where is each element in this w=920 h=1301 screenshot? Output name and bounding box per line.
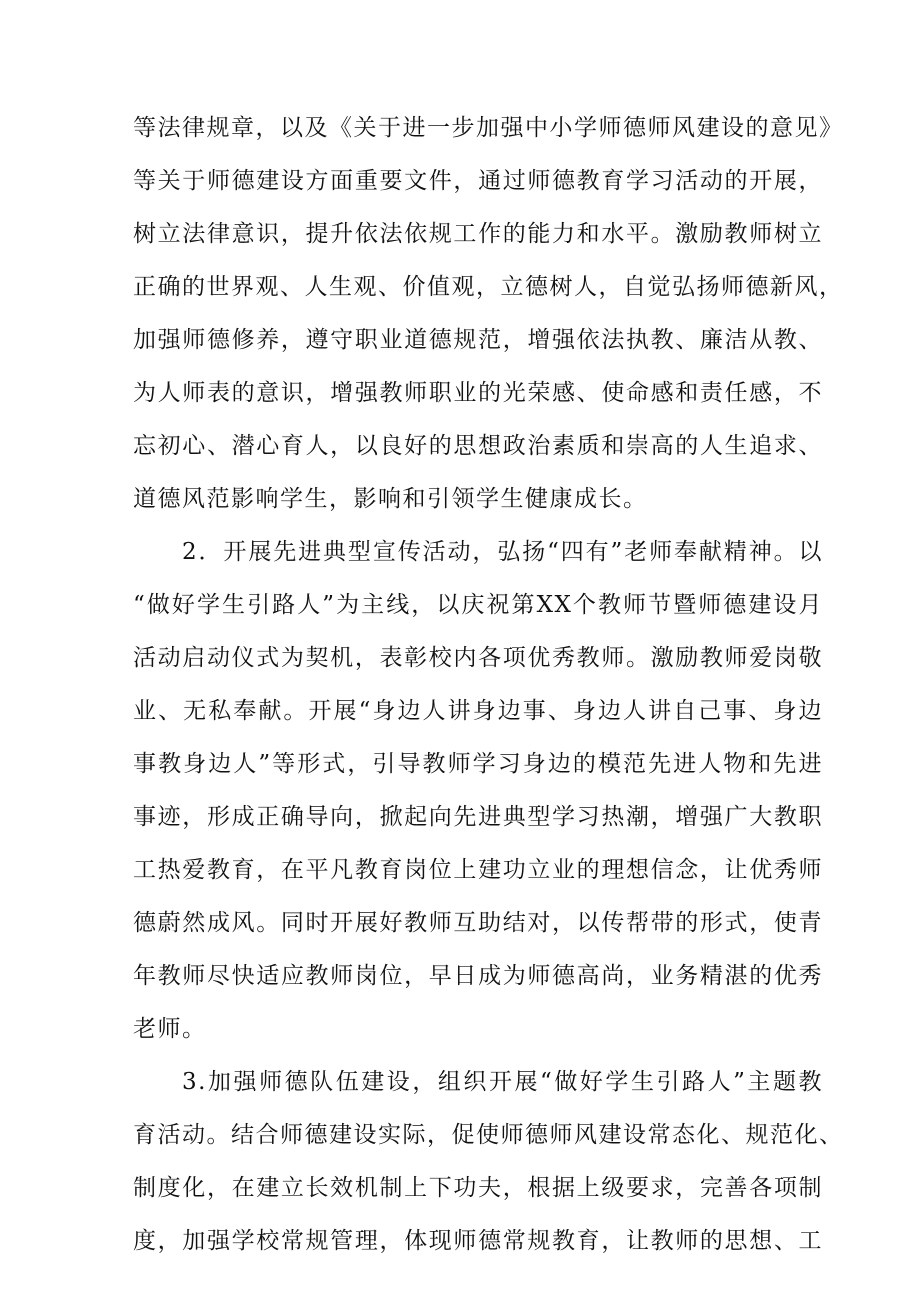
paragraph-2-line-8: 德蔚然成风。同时开展好教师互助结对，以传帮带的形式，使青 [133, 910, 823, 936]
paragraph-3-line-3: 制度化，在建立长效机制上下功夫，根据上级要求，完善各项制 [133, 1175, 823, 1201]
paragraph-2-line-5: 事教身边人”等形式，引导教师学习身边的模范先进人物和先进 [133, 751, 823, 777]
paragraph-1-line-4: 正确的世界观、人生观、价值观，立德树人，自觉弘扬师德新风， [133, 274, 844, 300]
paragraph-2-line-9: 年教师尽快适应教师岗位，早日成为师德高尚，业务精湛的优秀 [133, 963, 823, 989]
paragraph-1-line-3: 树立法律意识，提升依法依规工作的能力和水平。激励教师树立 [133, 221, 823, 247]
paragraph-3-line-2: 育活动。结合师德建设实际，促使师德师风建设常态化、规范化、 [133, 1122, 844, 1148]
paragraph-2-line-1: 2．开展先进典型宣传活动，弘扬“四有”老师奉献精神。以 [182, 539, 823, 565]
paragraph-2-line-4: 业、无私奉献。开展“身边人讲身边事、身边人讲自己事、身边 [133, 698, 823, 724]
paragraph-1-line-5: 加强师德修养，遵守职业道德规范，增强依法执教、廉洁从教、 [133, 327, 823, 353]
paragraph-2-line-3: 活动启动仪式为契机，表彰校内各项优秀教师。激励教师爱岗敬 [133, 645, 823, 671]
paragraph-2-line-7: 工热爱教育，在平凡教育岗位上建功立业的理想信念，让优秀师 [133, 857, 823, 883]
paragraph-3-line-1: 3.加强师德队伍建设，组织开展“做好学生引路人”主题教 [182, 1069, 823, 1095]
paragraph-2-line-10: 老师。 [133, 1016, 207, 1042]
paragraph-1-line-1: 等法律规章，以及《关于进一步加强中小学师德师风建设的意见》 [133, 115, 844, 141]
paragraph-1-line-7: 忘初心、潜心育人，以良好的思想政治素质和崇高的人生追求、 [133, 433, 823, 459]
paragraph-1-line-2: 等关于师德建设方面重要文件，通过师德教育学习活动的开展， [133, 168, 823, 194]
paragraph-2-line-6: 事迹，形成正确导向，掀起向先进典型学习热潮，增强广大教职 [133, 804, 823, 830]
paragraph-1-line-8: 道德风范影响学生，影响和引领学生健康成长。 [133, 486, 648, 512]
paragraph-1-line-6: 为人师表的意识，增强教师职业的光荣感、使命感和责任感，不 [133, 380, 823, 406]
paragraph-3-line-4: 度，加强学校常规管理，体现师德常规教育，让教师的思想、工 [133, 1228, 823, 1254]
paragraph-2-line-2: “做好学生引路人”为主线，以庆祝第XX个教师节暨师德建设月 [133, 592, 823, 618]
